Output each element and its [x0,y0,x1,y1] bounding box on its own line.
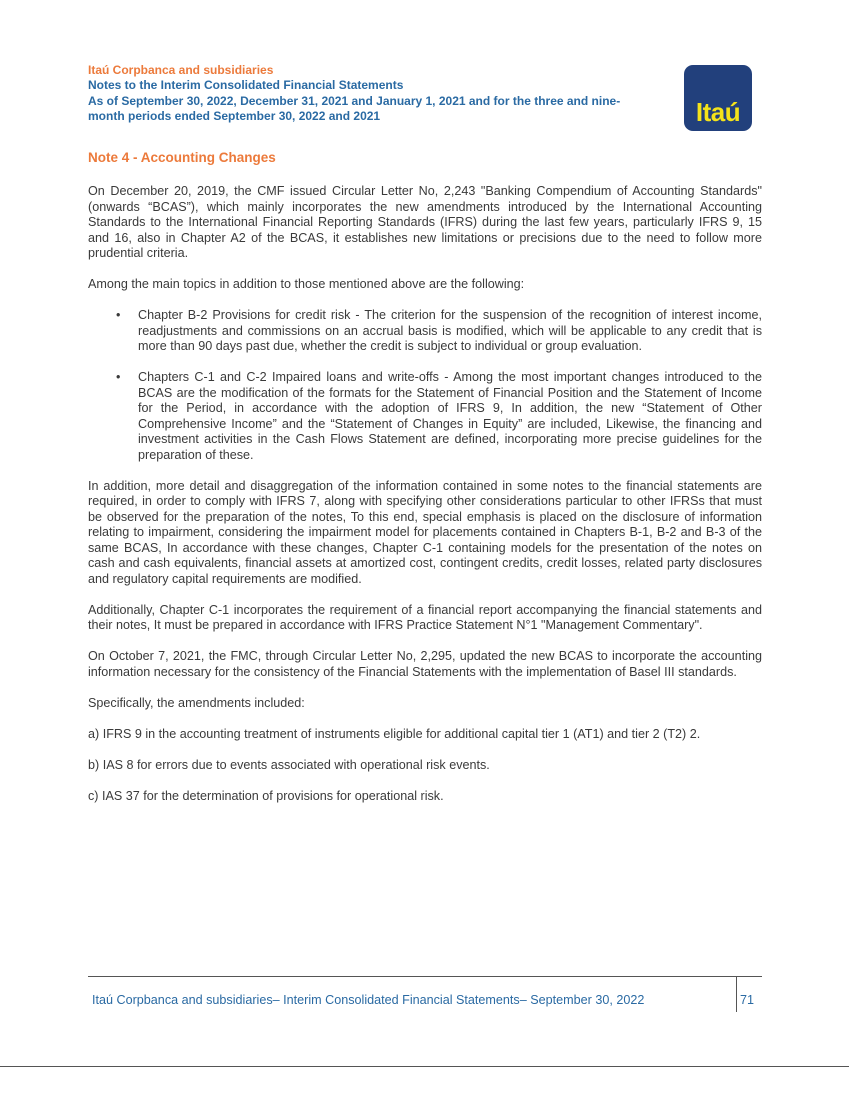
footer-page-divider [736,976,737,1012]
paragraph: Among the main topics in addition to those mentioned above are the following: [88,277,525,291]
note-title: Note 4 - Accounting Changes [88,150,276,165]
bullet-item: • Chapter B-2 Provisions for credit risk - The criterion for the suspension of the recognition of interest income, readjustments and commissions on an accrual basis is modified, which will be applicable to any credit that is more than 90 days past due, whether the credit is subject to individual or group evaluation. [138,308,762,355]
itau-logo [684,65,752,131]
page-number: 71 [740,993,755,1007]
paragraph: In addition, more detail and disaggregation of the information contained in some notes to the financial statements are required, in order to comply with IFRS 7, along with specifying other considerations particular to other IFRSs that must be observed for the preparation of the notes, To this end, special emphasis is placed on the disclosure of information relating to impairment, considering the impairment model for placements contained in Chapters B-1, B-2 and B-3 of the same BCAS, In accordance with these changes, Chapter C-1 containing models for the presentation of the notes on cash and cash equivalents, financial assets at amortized cost, contingent credits, credit losses, related party disclosures and regulatory capital requirements are modified. [88,478,762,586]
paragraph: Additionally, Chapter C-1 incorporates the requirement of a financial report accompanying the financial statements and their notes, It must be prepared in accordance with IFRS Practice Statement N°1 "Management Commentary". [88,602,762,632]
logo-text: Itaú [695,97,741,127]
footer-text: Itaú Corpbanca and subsidiaries– Interim Consolidated Financial Statements– September 30, 2022 [92,993,645,1007]
note-body [88,184,762,820]
footer-divider [88,976,762,977]
bullet-item: • Chapters C-1 and C-2 Impaired loans and write-offs - Among the most important changes introduced to the BCAS are the modification of the formats for the Statement of Financial Position and the Statement of Income for the Period, in accordance with the adoption of IFRS 9, In addition, the new “Statement of Other Comprehensive Income” and the “Statement of Changes in Equity” are included, Likewise, the financing and investment activities in the Cash Flows Statement are defined, incorporating more precise guidelines for the preparation of these. [138,370,762,463]
period-line-2: month periods ended September 30, 2022 and 2021 [88,108,381,123]
amendment-item: b) IAS 8 for errors due to events associated with operational risk events. [88,757,490,772]
paragraph: On December 20, 2019, the CMF issued Circular Letter No, 2,243 "Banking Compendium of Accounting Standards" (onwards “BCAS”), which mainly incorporates the new amendments introduced by the International Accounting Standards to the International Financial Reporting Standards (IFRS) during the last few years, particularly IFRS 9, 15 and 16, also in Chapter A2 of the BCAS, it establishes new limitations or precisions due to the need to follow more prudential criteria. [88,184,762,260]
period-line-1: As of September 30, 2022, December 31, 2021 and January 1, 2021 and for the three and nine- [88,93,621,108]
paragraph: Specifically, the amendments included: [88,695,305,710]
page-bottom-border [0,1066,849,1067]
amendment-item: c) IAS 37 for the determination of provisions for operational risk. [88,788,444,803]
amendment-item: a) IFRS 9 in the accounting treatment of instruments eligible for additional capital tier 1 (AT1) and tier 2 (T2) 2. [88,726,701,741]
bullet-list [88,308,762,463]
paragraph: On October 7, 2021, the FMC, through Circular Letter No, 2,295, updated the new BCAS to incorporate the accounting information necessary for the consistency of the Financial Statements with the implementation of Basel III standards. [88,649,762,679]
document-title: Notes to the Interim Consolidated Financial Statements [88,78,404,93]
page-header [88,63,620,124]
company-name: Itaú Corpbanca and subsidiaries [88,63,274,77]
